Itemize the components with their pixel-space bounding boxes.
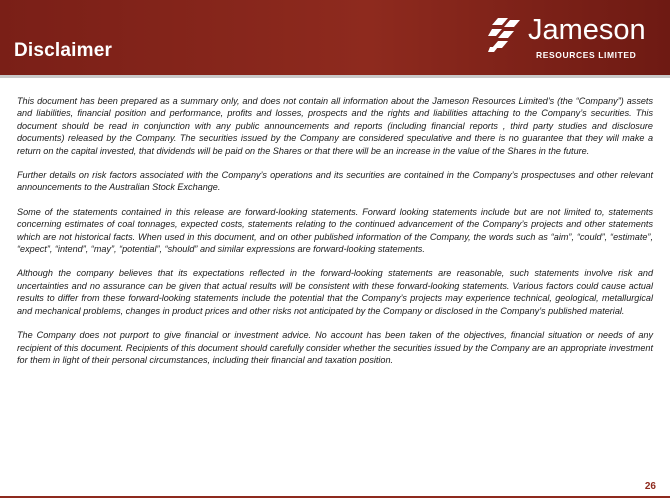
paragraph-no-advice: The Company does not purport to give financial or investment advice. No account has been taken of the objectives, financial situation or needs of any recipient of this document. Recipients of this document should carefully consider whether the securities issued by the Company are an appropriate investment for them in light of their personal circumstances, including their financial and taxation position. [17, 330, 653, 365]
header-banner [0, 0, 670, 75]
company-logo [488, 12, 658, 68]
footer-divider [0, 496, 670, 498]
paragraph-risk-factors: Further details on risk factors associated with the Company’s operations and its securities are contained in the Company’s prospectuses and other relevant announcements to the Australian Stock Exchange. [17, 170, 653, 193]
logo-name: Jameson [528, 14, 646, 46]
disclaimer-body [17, 95, 653, 378]
paragraph-summary: This document has been prepared as a summary only, and does not contain all information about the Jameson Resources Limited’s (the “Company”) assets and liabilities, financial position and performance, profits and losses, prospects and the rights and liabilities attaching to the Company’s securities. This document should be read in conjunction with any public announcements and reports (including financial reports , third party studies and disclosure documents) released by the Company. The securities issued by the Company are considered speculative and there is no guarantee that they will make a return on the capital invested, that dividends will be paid on the Shares or that there will be an increase in the value of the Shares in the future. [17, 96, 653, 156]
paragraph-expectations: Although the company believes that its expectations reflected in the forward-looking statements are reasonable, such statements involve risk and uncertainties and no assurance can be given that actual results will be consistent with these forward-looking statements. Various factors could cause actual results to differ from these forward-looking statements include the potential that the Company’s projects may experience technical, geological, metallurgical and mechanical problems, changes in product prices and other risks not anticipated by the Company or disclosed in the Company’s published material. [17, 268, 653, 316]
paragraph-forward-looking: Some of the statements contained in this release are forward-looking statements. Forward looking statements include but are not limited to, statements concerning estimates of coal tonnages, expected costs, statements relating to the continued advancement of the Company’s projects and other statements which are not historical facts. When used in this document, and on other published information of the Company, the words such as “aim”, “could”, “estimate”, “expect”, “intend”, “may”, “potential”, “should” and similar expressions are forward-looking statements. [17, 206, 653, 255]
logo-subtitle: RESOURCES LIMITED [536, 50, 637, 60]
header-divider [0, 75, 670, 78]
page-number: 26 [644, 481, 656, 492]
jameson-chevron-mark-icon [488, 16, 526, 56]
page-title: Disclaimer [14, 40, 113, 61]
